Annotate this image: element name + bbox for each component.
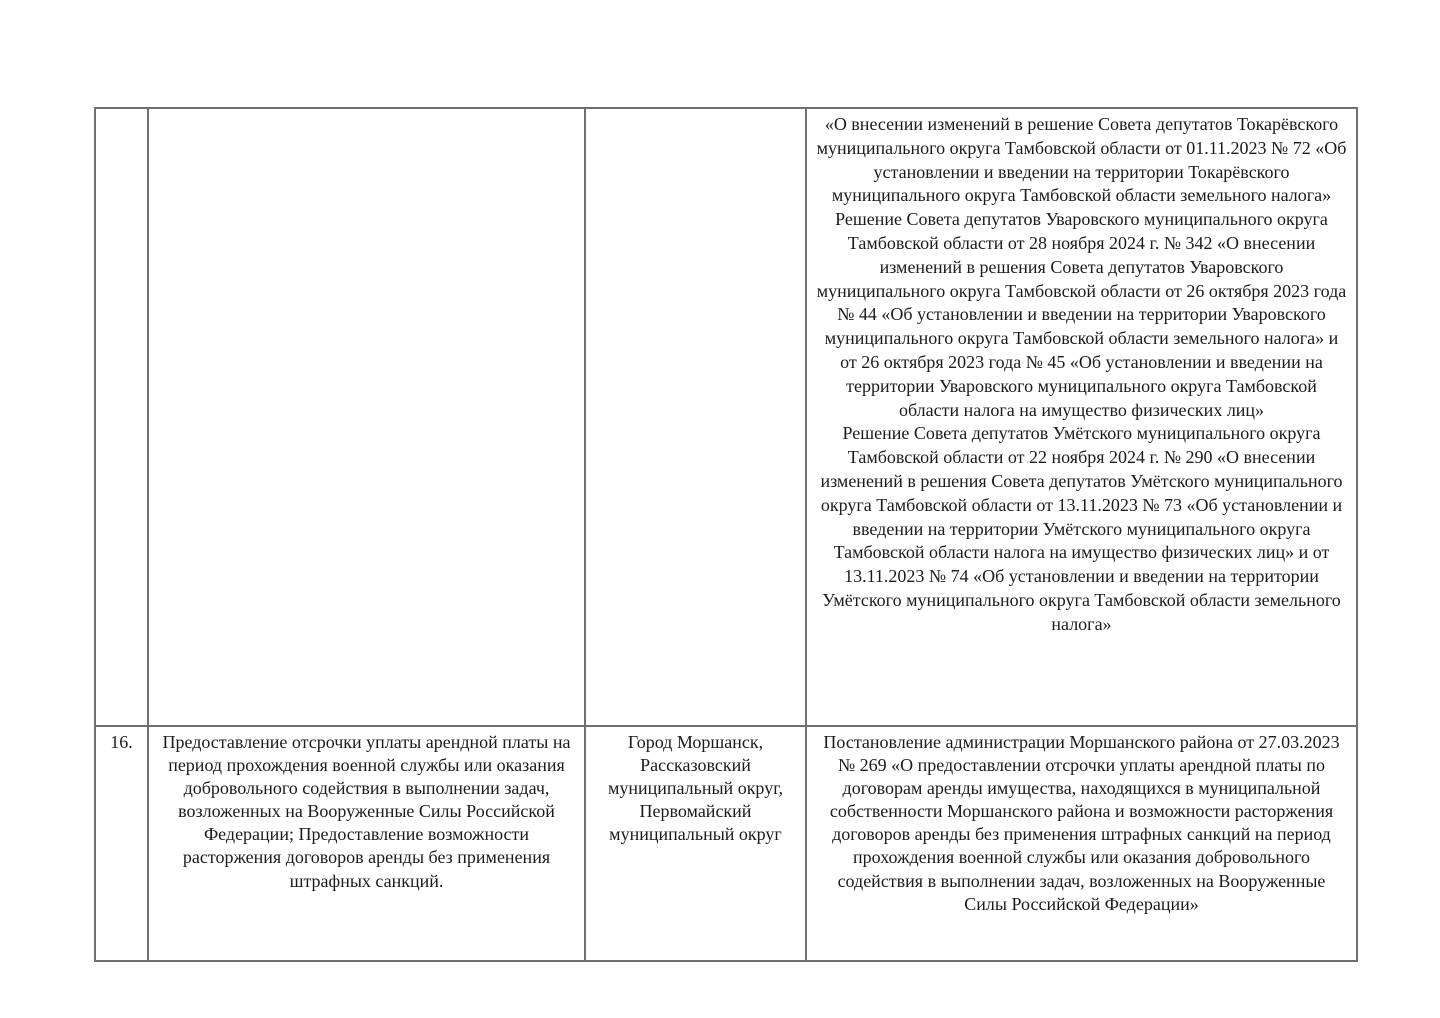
table-row-continuation <box>95 108 1357 726</box>
measure-cell <box>148 108 585 726</box>
row-number-cell <box>95 108 148 726</box>
document-reference-paragraph: Решение Совета депутатов Уваровского муниципального округа Тамбовской области от 28 ноября 2024 г. № 342 «О внесении изменений в решения Совета депутатов Уваровского муниципального округа Тамбовской области от 26 октября 2023 года № 44 «Об установлении и введении на территории Уваровского муниципального округа Тамбовской области земельного налога» и от 26 октября 2023 года № 45 «Об установлении и введении на территории Уваровского муниципального округа Тамбовской области налога на имущество физических лиц» <box>816 209 1347 420</box>
measure-text: Предоставление отсрочки уплаты арендной платы на период прохождения военной службы или оказания добровольного содействия в выполнении задач, возложенных на Вооруженные Силы Российской Федерации; Предоставление возможности расторжения договоров аренды без применения штрафных санкций. <box>162 732 571 891</box>
municipalities-cell <box>585 108 806 726</box>
documents-cell <box>806 726 1357 961</box>
documents-cell <box>806 108 1357 726</box>
municipalities-cell <box>585 726 806 961</box>
document-reference-paragraph: Постановление администрации Моршанского района от 27.03.2023 № 269 «О предоставлении отсрочки уплаты арендной платы по договорам аренды имущества, находящихся в муниципальной собственности Моршанского района и возможности расторжения договоров аренды без применения штрафных санкций на период прохождения военной службы или оказания добровольного содействия в выполнении задач, возложенных на Вооруженные Силы Российской Федерации» <box>823 732 1340 914</box>
row-number-cell <box>95 726 148 961</box>
row-number: 16. <box>110 732 133 752</box>
municipalities-text: Город Моршанск, Рассказовский муниципальный округ, Первомайский муниципальный округ <box>607 732 784 845</box>
measures-table <box>94 107 1358 962</box>
measure-cell <box>148 726 585 961</box>
document-reference-paragraph: Решение Совета депутатов Умётского муниципального округа Тамбовской области от 22 ноября 2024 г. № 290 «О внесении изменений в решения Совета депутатов Умётского муниципального округа Тамбовской области от 13.11.2023 № 73 «Об установлении и введении на территории Умётского муниципального округа Тамбовской области налога на имущество физических лиц» и от 13.11.2023 № 74 «Об установлении и введении на территории Умётского муниципального округа Тамбовской области земельного налога» <box>820 423 1343 634</box>
document-reference-paragraph: «О внесении изменений в решение Совета депутатов Токарёвского муниципального округа Тамбовской области от 01.11.2023 № 72 «Об установлении и введении на территории Токарёвского муниципального округа Тамбовской области земельного налога» <box>816 114 1347 206</box>
table-row-16 <box>95 726 1357 961</box>
